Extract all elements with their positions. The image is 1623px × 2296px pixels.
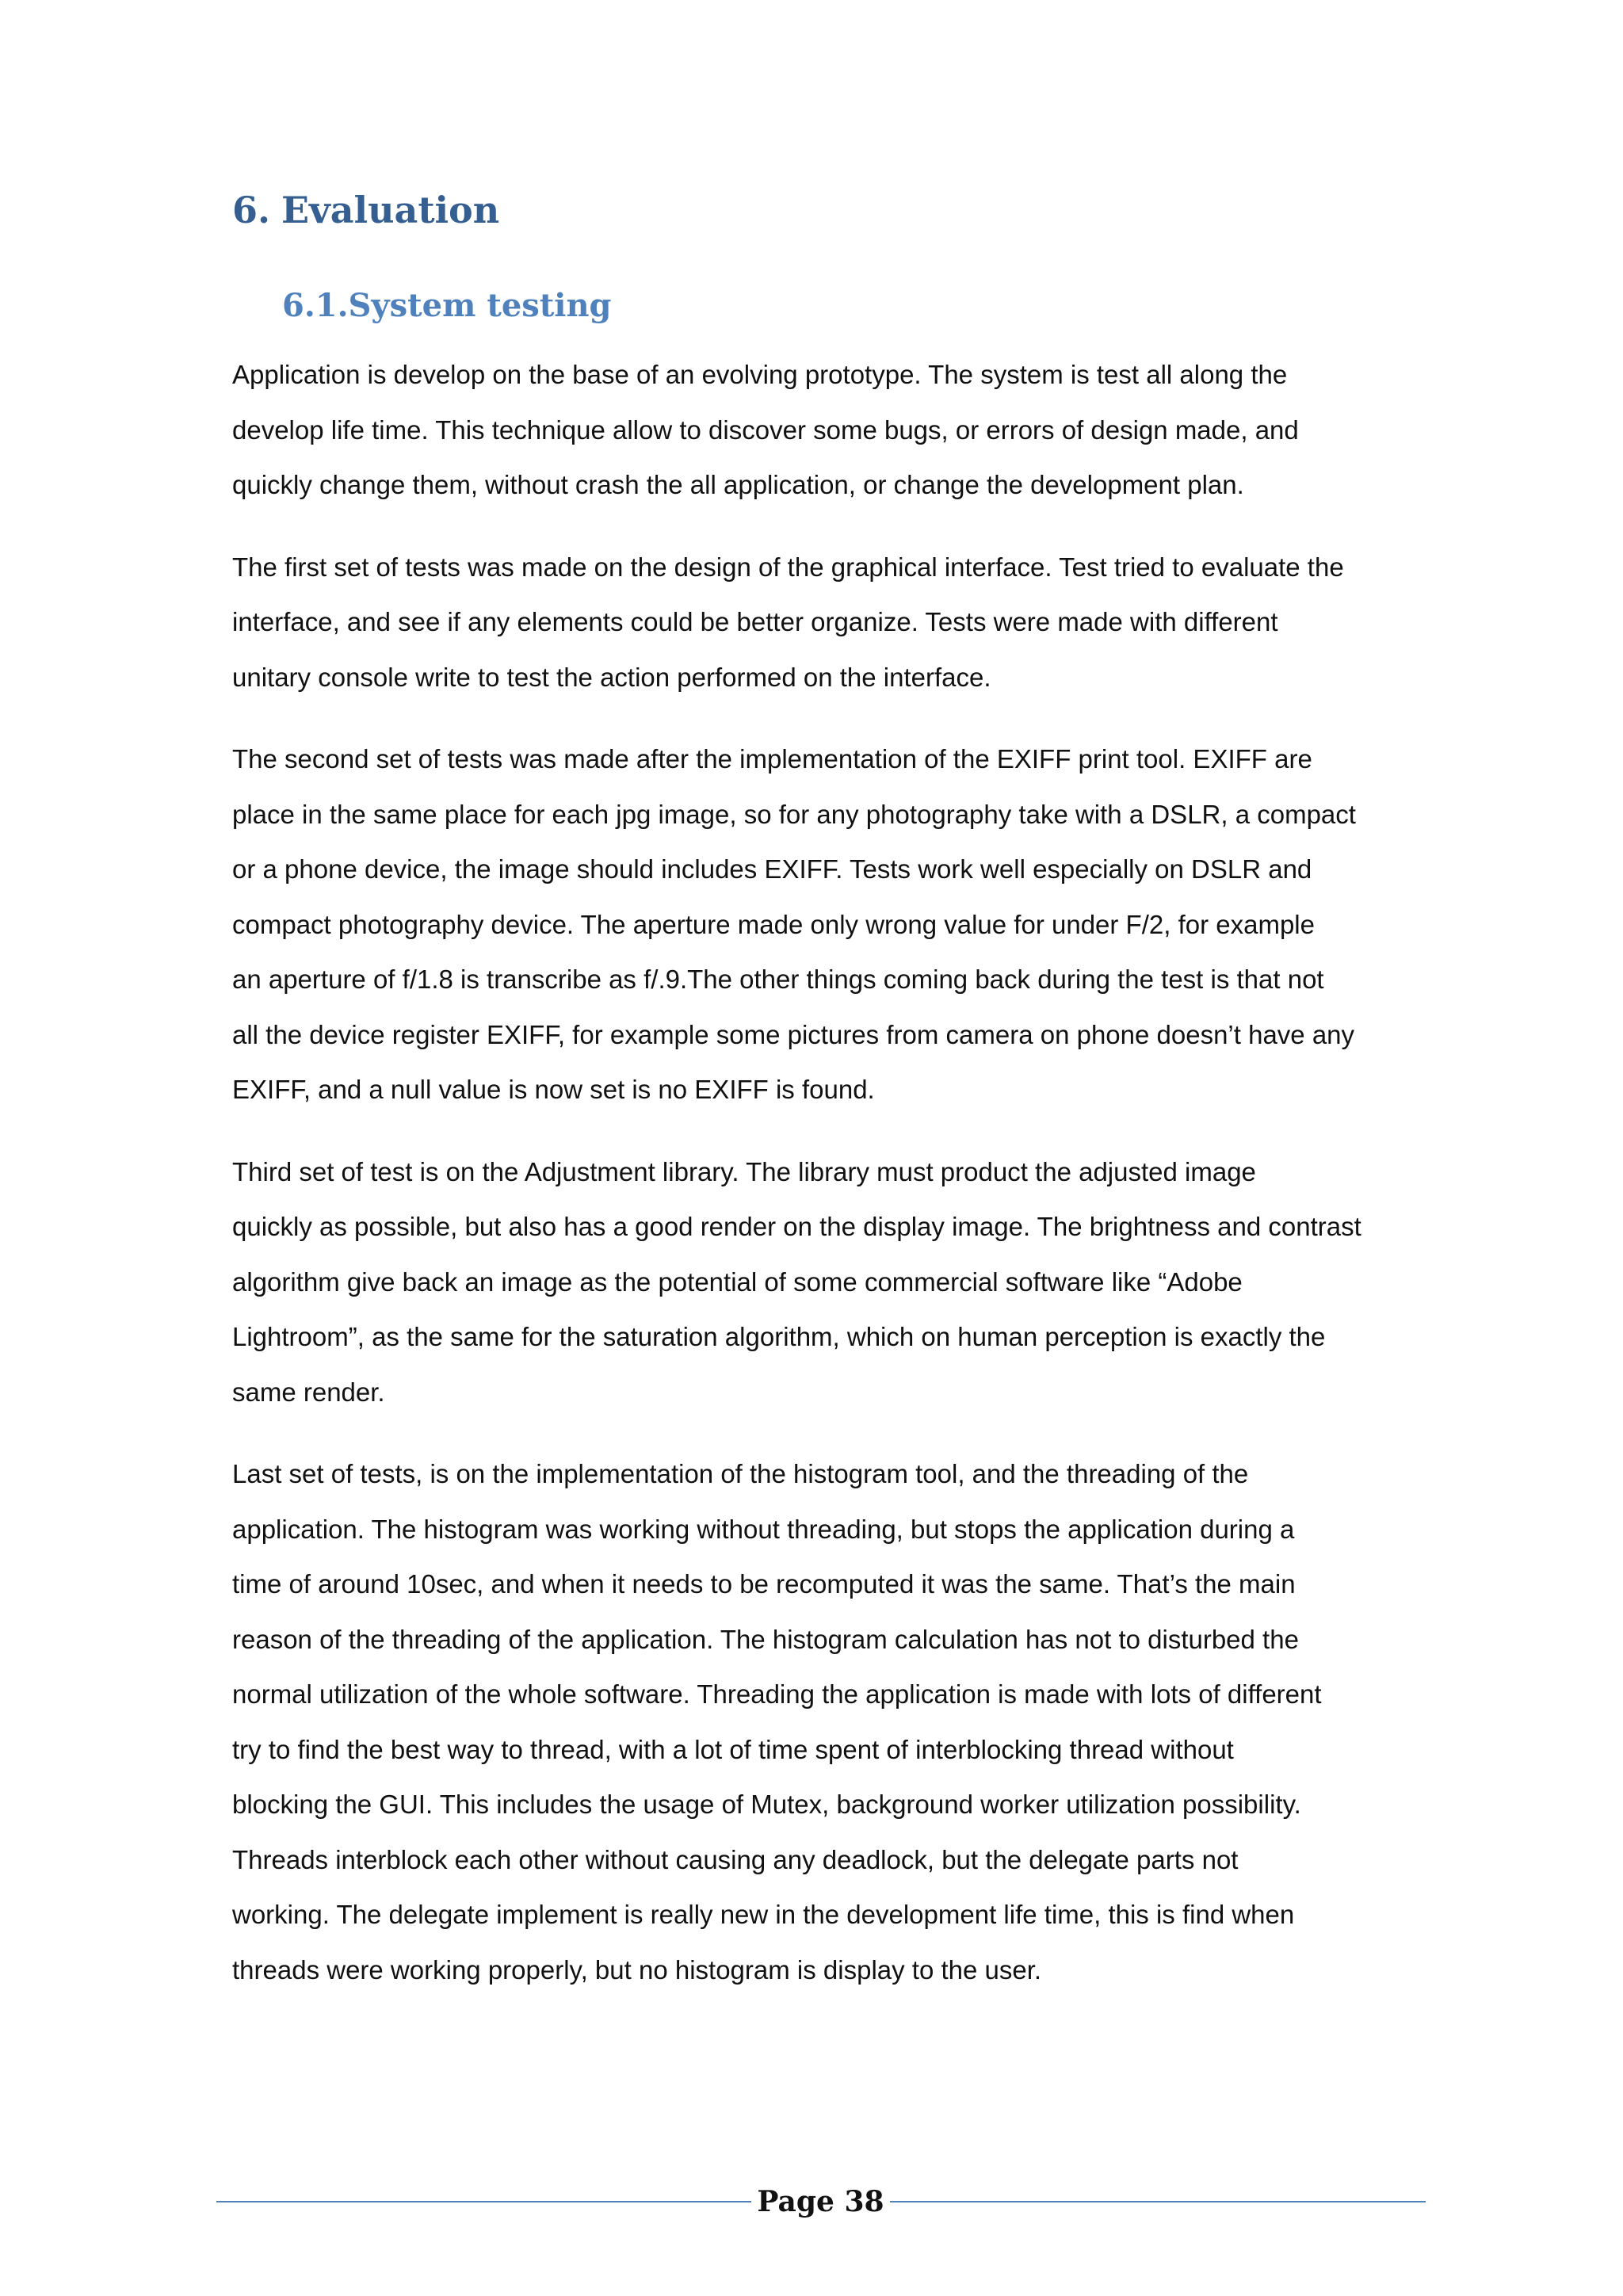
paragraph-line: Last set of tests, is on the implementation of the histogram tool, and the threading of the [232, 1459, 1249, 1488]
footer-rule-left [216, 2201, 751, 2202]
paragraph-line: or a phone device, the image should includes EXIFF. Tests work well especially on DSLR and [232, 854, 1312, 884]
paragraph-line: quickly as possible, but also has a good render on the display image. The brightness and contrast [232, 1212, 1361, 1241]
paragraph-line: all the device register EXIFF, for example some pictures from camera on phone doesn’t have any [232, 1019, 1355, 1049]
paragraph-line: normal utilization of the whole software. Threading the application is made with lots of different [232, 1679, 1322, 1709]
paragraph-line: an aperture of f/1.8 is transcribe as f/.9.The other things coming back during the test is that not [232, 965, 1324, 994]
section-heading [232, 189, 499, 232]
paragraph-line: Application is develop on the base of an evolving prototype. The system is test all along the [232, 360, 1288, 389]
paragraph-line: try to find the best way to thread, with a lot of time spent of interblocking thread without [232, 1734, 1234, 1764]
paragraph-line: application. The histogram was working without threading, but stops the application during a [232, 1514, 1295, 1544]
paragraph [232, 732, 1421, 1117]
paragraph [232, 1144, 1421, 1420]
footer-rule-right [890, 2201, 1426, 2202]
paragraph-line: quickly change them, without crash the all application, or change the development plan. [232, 470, 1244, 499]
paragraph-line: develop life time. This technique allow to discover some bugs, or errors of design made, and [232, 415, 1299, 445]
paragraph-line: Threads interblock each other without causing any deadlock, but the delegate parts not [232, 1844, 1239, 1874]
paragraph-line: same render. [232, 1377, 385, 1407]
paragraph-line: The first set of tests was made on the design of the graphical interface. Test tried to evaluate the [232, 552, 1344, 582]
page-footer [216, 2182, 1426, 2222]
paragraph-line: Lightroom”, as the same for the saturation algorithm, which on human perception is exactly the [232, 1322, 1326, 1351]
paragraph-line: blocking the GUI. This includes the usage of Mutex, background worker utilization possibility. [232, 1790, 1301, 1819]
paragraph [232, 540, 1421, 705]
paragraph-line: unitary console write to test the action performed on the interface. [232, 662, 991, 692]
paragraph-line: EXIFF, and a null value is now set is no EXIFF is found. [232, 1075, 875, 1104]
paragraph-line: threads were working properly, but no histogram is display to the user. [232, 1954, 1042, 1985]
section-number: 6. [232, 189, 271, 231]
paragraph-line: Third set of test is on the Adjustment library. The library must product the adjusted image [232, 1156, 1256, 1186]
paragraph-line: compact photography device. The aperture made only wrong value for under F/2, for example [232, 909, 1315, 939]
page-number: Page 38 [757, 2185, 884, 2218]
paragraph-line: place in the same place for each jpg image, so for any photography take with a DSLR, a compact [232, 799, 1356, 829]
paragraph-line: reason of the threading of the application. The histogram calculation has not to disturbed the [232, 1624, 1299, 1654]
subsection-heading: 6.1.System testing [282, 287, 612, 324]
paragraph [232, 347, 1421, 513]
body-text [232, 347, 1421, 2024]
paragraph-line: The second set of tests was made after the implementation of the EXIFF print tool. EXIFF are [232, 744, 1312, 774]
paragraph-line: time of around 10sec, and when it needs to be recomputed it was the same. That’s the main [232, 1569, 1296, 1599]
paragraph-line: working. The delegate implement is really new in the development life time, this is find when [232, 1900, 1295, 1929]
paragraph [232, 1446, 1421, 1997]
section-title: Evaluation [281, 189, 500, 231]
paragraph-line: interface, and see if any elements could be better organize. Tests were made with different [232, 607, 1278, 636]
paragraph-line: algorithm give back an image as the potential of some commercial software like “Adobe [232, 1266, 1243, 1297]
